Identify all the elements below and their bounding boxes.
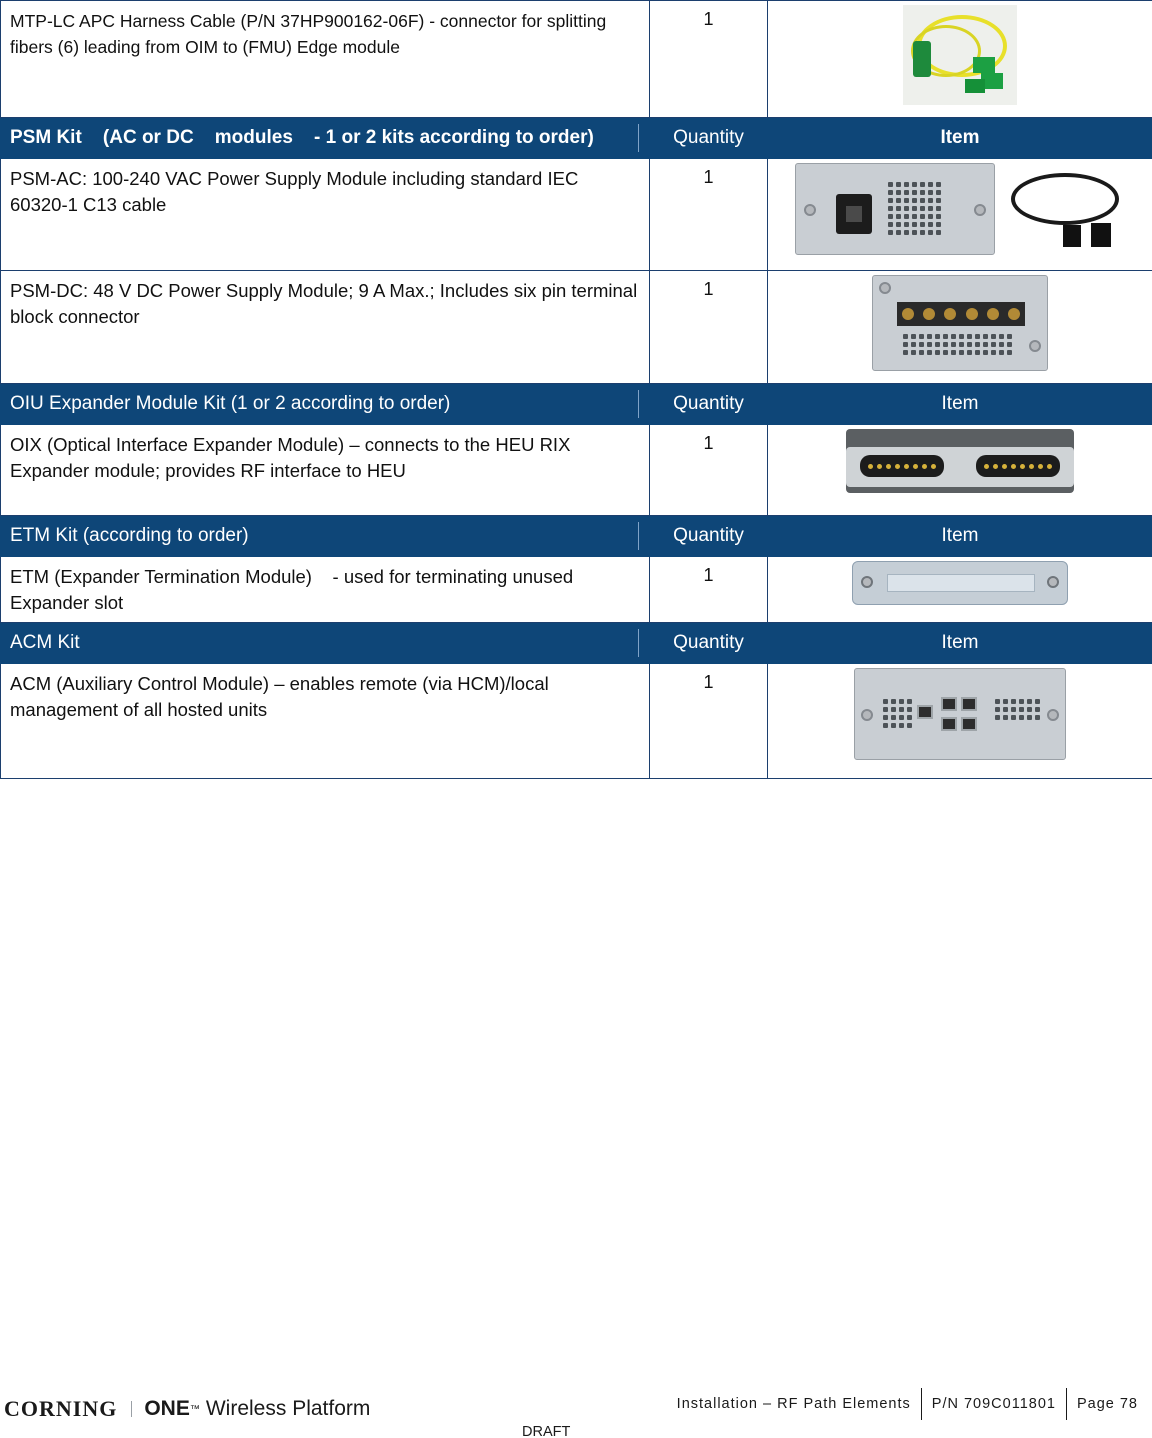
item-header: Item [768,118,1152,159]
psm-ac-module-image [795,163,995,255]
item-description: ACM (Auxiliary Control Module) – enables remote (via HCM)/local management of all hosted units [1,664,650,779]
item-image-cell [768,664,1152,779]
section-title: PSM Kit (AC or DC modules - 1 or 2 kits according to order) [1,118,650,159]
item-description: MTP-LC APC Harness Cable (P/N 37HP900162-06F) - connector for splitting fibers (6) leading from OIM to (FMU) Edge module [1,1,650,118]
page-footer [0,1388,1152,1438]
item-quantity: 1 [650,271,768,384]
item-image-cell [768,557,1152,623]
footer-info [667,1388,1148,1420]
logo-product: ONE [144,1397,190,1420]
table-row [1,159,1152,271]
logo-divider [131,1401,132,1417]
item-image-cell [768,1,1152,118]
section-header-psm [1,118,1152,159]
corning-one-logo [4,1394,370,1424]
quantity-header: Quantity [650,118,768,159]
item-quantity: 1 [650,557,768,623]
acm-module-image [854,668,1066,760]
section-title: ACM Kit [1,623,650,664]
etm-module-image [852,561,1068,605]
logo-brand: CORNING [4,1396,118,1421]
item-header: Item [768,384,1152,425]
section-header-oiu-expander [1,384,1152,425]
oix-module-image [846,429,1074,493]
table-row [1,425,1152,516]
fiber-harness-cable-image [903,5,1017,105]
logo-suffix: Wireless Platform [205,1397,371,1420]
item-description: PSM-DC: 48 V DC Power Supply Module; 9 A Max.; Includes six pin terminal block connector [1,271,650,384]
item-quantity: 1 [650,425,768,516]
table-row [1,557,1152,623]
item-image-cell [768,271,1152,384]
item-description: ETM (Expander Termination Module) - used for terminating unused Expander slot [1,557,650,623]
item-description: PSM-AC: 100-240 VAC Power Supply Module including standard IEC 60320-1 C13 cable [1,159,650,271]
item-image-cell [768,425,1152,516]
quantity-header: Quantity [650,516,768,557]
item-quantity: 1 [650,159,768,271]
table-row [1,664,1152,779]
logo-trademark: ™ [189,1403,200,1415]
item-image-cell [768,159,1152,271]
item-description: OIX (Optical Interface Expander Module) – connects to the HEU RIX Expander module; provides RF interface to HEU [1,425,650,516]
item-header: Item [768,623,1152,664]
table-row [1,1,1152,118]
draft-label: DRAFT [522,1424,571,1438]
power-cord-image [1007,167,1125,251]
table-row [1,271,1152,384]
section-title: ETM Kit (according to order) [1,516,650,557]
section-header-etm [1,516,1152,557]
section-header-acm [1,623,1152,664]
quantity-header: Quantity [650,623,768,664]
footer-page-number: Page 78 [1076,1396,1138,1412]
quantity-header: Quantity [650,384,768,425]
psm-dc-module-image [872,275,1048,371]
item-quantity: 1 [650,1,768,118]
footer-part-number: P/N 709C011801 [931,1396,1056,1412]
item-header: Item [768,516,1152,557]
item-quantity: 1 [650,664,768,779]
footer-section: Installation – RF Path Elements [676,1396,911,1412]
section-title: OIU Expander Module Kit (1 or 2 according to order) [1,384,650,425]
